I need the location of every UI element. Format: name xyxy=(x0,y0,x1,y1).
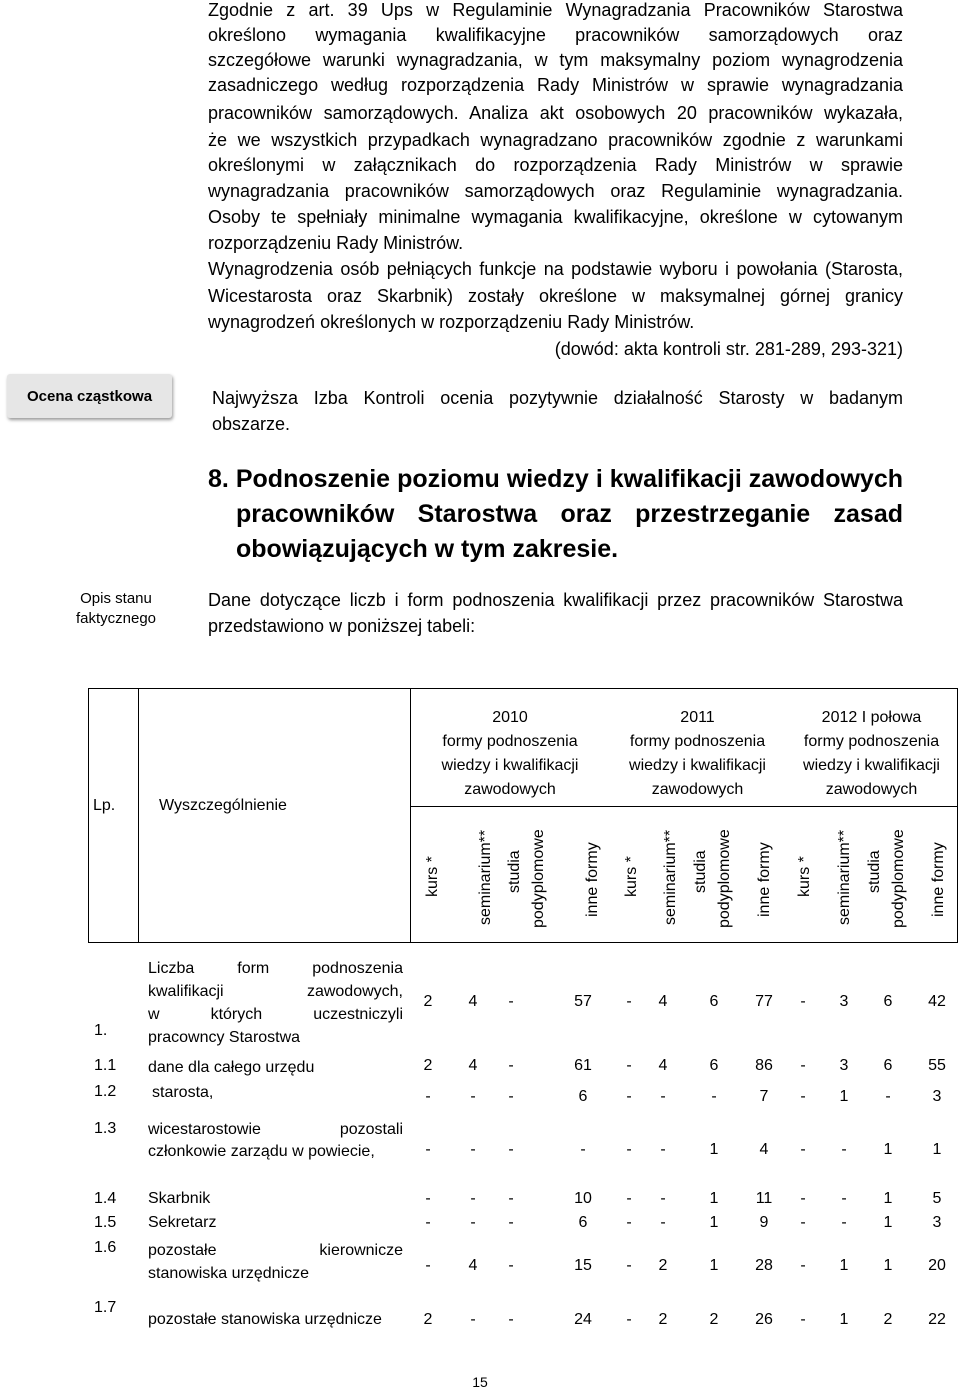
table-cell: - xyxy=(841,1190,847,1207)
text-line: rozporządzeniu Rady Ministrów. xyxy=(208,233,464,253)
forms-label: zawodowych xyxy=(825,781,918,798)
table-cell: - xyxy=(660,1190,666,1207)
text-line: określonymi w załącznikach do rozporządzenia Rady Ministrów w sprawie xyxy=(208,155,903,175)
table-cell: 15 xyxy=(574,1257,592,1274)
table-cell: 86 xyxy=(755,1057,773,1074)
heading-line: 8. Podnoszenie poziomu wiedzy i kwalifikacji zawodowych xyxy=(208,465,903,493)
table-cell: 6 xyxy=(709,1057,719,1074)
row-desc: pozostałe stanowiska urzędnicze xyxy=(148,1311,382,1328)
table-cell: 1 xyxy=(839,1311,849,1328)
forms-label: zawodowych xyxy=(651,781,744,798)
intro-text: przedstawiono w poniższej tabeli: xyxy=(208,616,476,636)
table-cell: - xyxy=(508,1088,514,1105)
table-cell: - xyxy=(711,1088,717,1105)
desc-line: Liczba form podnoszenia xyxy=(148,960,403,977)
sub-header-studia: studia xyxy=(692,850,709,893)
table-cell: - xyxy=(470,1214,476,1231)
table-cell: 57 xyxy=(574,993,592,1010)
row-lp: 1.6 xyxy=(94,1239,117,1256)
table-cell: - xyxy=(626,1214,632,1231)
text-line: określono wymagania kwalifikacyjne pracowników samorządowych oraz xyxy=(208,25,903,45)
table-cell: - xyxy=(800,993,806,1010)
year-label: 2011 xyxy=(680,709,715,726)
table-cell: - xyxy=(626,1190,632,1207)
table-cell: 4 xyxy=(468,1057,478,1074)
text-line: Osoby te spełniały minimalne wymagania kwalifikacyjne, określone w cytowanym xyxy=(208,207,903,227)
table-cell: 1 xyxy=(883,1214,893,1231)
sub-header-seminarium: seminarium** xyxy=(477,829,494,925)
table-cell: - xyxy=(508,1190,514,1207)
desc-line: członkowie zarządu w powiecie, xyxy=(148,1143,375,1160)
page-number: 15 xyxy=(472,1374,488,1390)
table-cell: 2 xyxy=(658,1257,668,1274)
col-lp-header: Lp. xyxy=(93,797,116,814)
table-cell: 3 xyxy=(839,1057,849,1074)
text-line: Wicestarosta oraz Skarbnik) zostały określone w maksymalnej górnej granicy xyxy=(208,286,903,306)
sub-header-kurs: kurs * xyxy=(424,856,441,897)
table-cell: 61 xyxy=(574,1057,592,1074)
table-cell: - xyxy=(425,1257,431,1274)
table-cell: 28 xyxy=(755,1257,773,1274)
forms-label: formy podnoszenia xyxy=(442,733,578,750)
sub-header-inne: inne formy xyxy=(756,842,773,917)
row-lp: 1.5 xyxy=(94,1214,117,1231)
forms-label: wiedzy i kwalifikacji xyxy=(803,757,940,774)
desc-line: stanowiska urzędnicze xyxy=(148,1265,309,1282)
table-cell: - xyxy=(841,1141,847,1158)
table-cell: - xyxy=(660,1214,666,1231)
table-cell: 4 xyxy=(468,993,478,1010)
table-cell: 1 xyxy=(883,1190,893,1207)
table-cell: - xyxy=(425,1214,431,1231)
table-cell: - xyxy=(800,1257,806,1274)
table-cell: 2 xyxy=(423,993,433,1010)
table-cell: - xyxy=(626,1141,632,1158)
sub-header-studia: studia xyxy=(506,850,523,893)
table-cell: 9 xyxy=(759,1214,769,1231)
intro-text: Dane dotyczące liczb i form podnoszenia kwalifikacji przez pracowników Starostwa xyxy=(208,590,903,610)
table-cell: 1 xyxy=(709,1190,719,1207)
text-line: że we wszystkich przypadkach wynagradzano pracowników zgodnie z warunkami xyxy=(208,130,903,150)
ocena-text: Najwyższa Izba Kontroli ocenia pozytywnie działalność Starosty w badanym xyxy=(212,388,903,408)
table-cell: 26 xyxy=(755,1311,773,1328)
table-cell: - xyxy=(425,1088,431,1105)
table-cell: - xyxy=(626,1257,632,1274)
forms-label: wiedzy i kwalifikacji xyxy=(629,757,766,774)
desc-line: w których uczestniczyli xyxy=(148,1006,403,1023)
row-desc: Sekretarz xyxy=(148,1214,217,1231)
desc-line: kwalifikacji zawodowych, xyxy=(148,983,403,1000)
sub-header-seminarium: seminarium** xyxy=(662,829,679,925)
table-cell: - xyxy=(800,1141,806,1158)
row-desc: dane dla całego urzędu xyxy=(148,1059,315,1076)
row-lp: 1.4 xyxy=(94,1190,117,1207)
row-lp: 1.1 xyxy=(94,1057,117,1074)
year-header-2010 xyxy=(412,706,608,802)
heading-line: pracowników Starostwa oraz przestrzeganie zasad xyxy=(236,500,903,528)
table-cell: - xyxy=(841,1214,847,1231)
table-cell: - xyxy=(470,1141,476,1158)
ocena-text: obszarze. xyxy=(212,414,291,434)
ocena-czastkowa-label xyxy=(7,374,172,418)
desc-line: pracowncy Starostwa xyxy=(148,1029,301,1046)
opis-label-line: faktycznego xyxy=(75,610,157,627)
table-cell: 1 xyxy=(709,1214,719,1231)
table-cell: - xyxy=(508,993,514,1010)
text-line: wynagrodzeń określonych w rozporządzeniu Rady Ministrów. xyxy=(208,312,695,332)
table-cell: - xyxy=(885,1088,891,1105)
table-cell: 6 xyxy=(883,993,893,1010)
table-cell: 5 xyxy=(932,1190,942,1207)
table-cell: - xyxy=(470,1311,476,1328)
table-cell: 22 xyxy=(928,1311,946,1328)
year-header-2011 xyxy=(600,706,795,802)
table-cell: - xyxy=(800,1057,806,1074)
section-heading xyxy=(208,462,903,567)
table-cell: 6 xyxy=(709,993,719,1010)
forms-label: wiedzy i kwalifikacji xyxy=(441,757,579,774)
table-cell: - xyxy=(626,993,632,1010)
row-lp: 1. xyxy=(94,1022,108,1039)
text-line: zasadniczego według rozporządzenia Rady Ministrów w sprawie wynagradzania xyxy=(208,75,903,95)
table-cell: - xyxy=(800,1190,806,1207)
text-line: Wynagrodzenia osób pełniących funkcje na podstawie wyboru i powołania (Starosta, xyxy=(208,259,903,279)
table-cell: 1 xyxy=(883,1257,893,1274)
opis-label-line: Opis stanu xyxy=(80,590,152,607)
year-header-2012 xyxy=(786,706,957,802)
evidence-note: (dowód: akta kontroli str. 281-289, 293-321) xyxy=(554,339,903,359)
col-desc-header: Wyszczególnienie xyxy=(159,797,287,814)
table-cell: - xyxy=(800,1311,806,1328)
forms-label: formy podnoszenia xyxy=(629,733,766,750)
table-cell: - xyxy=(470,1088,476,1105)
year-label: 2012 I połowa xyxy=(821,709,922,726)
table-cell: 1 xyxy=(883,1141,893,1158)
table-cell: - xyxy=(470,1190,476,1207)
sub-header-seminarium: seminarium** xyxy=(836,829,853,925)
table-cell: - xyxy=(580,1141,586,1158)
table-cell: 20 xyxy=(928,1257,946,1274)
sub-header-kurs: kurs * xyxy=(623,856,640,897)
table-cell: - xyxy=(626,1311,632,1328)
table-cell: 6 xyxy=(578,1214,588,1231)
table-cell: 7 xyxy=(759,1088,769,1105)
desc-line: pozostałe kierownicze xyxy=(148,1242,403,1259)
table-cell: - xyxy=(425,1141,431,1158)
table-cell: - xyxy=(800,1214,806,1231)
sub-header-inne: inne formy xyxy=(584,842,601,917)
table-cell: 1 xyxy=(709,1257,719,1274)
sub-header-inne: inne formy xyxy=(930,842,947,917)
table-cell: 6 xyxy=(883,1057,893,1074)
table-cell: 55 xyxy=(928,1057,946,1074)
forms-label: formy podnoszenia xyxy=(803,733,940,750)
desc-line: wicestarostowie pozostali xyxy=(148,1121,403,1138)
table-cell: - xyxy=(626,1057,632,1074)
table-cell: 4 xyxy=(759,1141,769,1158)
table-cell: 11 xyxy=(755,1190,773,1207)
table-cell: - xyxy=(508,1214,514,1231)
table-cell: - xyxy=(508,1257,514,1274)
table-cell: 2 xyxy=(423,1311,433,1328)
table-cell: 1 xyxy=(932,1141,942,1158)
table-cell: 3 xyxy=(932,1214,942,1231)
table-cell: - xyxy=(508,1141,514,1158)
table-cell: 6 xyxy=(578,1088,588,1105)
text-line: wynagradzania pracowników samorządowych oraz Regulaminie wynagradzania. xyxy=(208,181,903,201)
ocena-label-text: Ocena cząstkowa xyxy=(26,387,153,405)
table-cell: 1 xyxy=(839,1088,849,1105)
table-cell: - xyxy=(660,1141,666,1158)
text-line: Zgodnie z art. 39 Ups w Regulaminie Wynagradzania Pracowników Starostwa xyxy=(208,0,903,20)
table-cell: 1 xyxy=(709,1141,719,1158)
text-line: szczegółowe warunki wynagradzania, w tym maksymalny poziom wynagrodzenia xyxy=(208,50,903,70)
opis-stanu-label xyxy=(60,589,172,629)
table-cell: 4 xyxy=(658,1057,668,1074)
row-lp: 1.2 xyxy=(94,1083,117,1100)
table-cell: 3 xyxy=(932,1088,942,1105)
row-lp: 1.7 xyxy=(94,1299,117,1316)
table-cell: 3 xyxy=(839,993,849,1010)
table-cell: - xyxy=(508,1057,514,1074)
table-cell: 10 xyxy=(574,1190,592,1207)
heading-line: obowiązujących w tym zakresie. xyxy=(236,535,619,563)
sub-header-kurs: kurs * xyxy=(796,856,813,897)
table-cell: - xyxy=(425,1190,431,1207)
row-desc: starosta, xyxy=(152,1084,214,1101)
table-cell: 4 xyxy=(658,993,668,1010)
table-cell: 2 xyxy=(709,1311,719,1328)
table-cell: 2 xyxy=(658,1311,668,1328)
row-desc: Skarbnik xyxy=(148,1190,211,1207)
sub-header-podyplomowe: podyplomowe xyxy=(890,829,907,928)
row-desc xyxy=(148,1239,403,1285)
row-lp: 1.3 xyxy=(94,1120,117,1137)
forms-label: zawodowych xyxy=(464,781,556,798)
table-cell: 24 xyxy=(574,1311,592,1328)
sub-header-studia: studia xyxy=(866,850,883,893)
table-cell: - xyxy=(660,1088,666,1105)
table-cell: - xyxy=(626,1088,632,1105)
table-cell: 77 xyxy=(755,993,773,1010)
row-desc xyxy=(148,1119,403,1163)
table-cell: 2 xyxy=(423,1057,433,1074)
table-cell: 4 xyxy=(468,1257,478,1274)
sub-header-podyplomowe: podyplomowe xyxy=(530,829,547,928)
table-cell: 2 xyxy=(883,1311,893,1328)
row-desc xyxy=(148,957,403,1049)
sub-header-podyplomowe: podyplomowe xyxy=(716,829,733,928)
table-cell: - xyxy=(508,1311,514,1328)
table-cell: 1 xyxy=(839,1257,849,1274)
text-line: pracowników samorządowych. Analiza akt osobowych 20 pracowników wykazała, xyxy=(208,103,903,123)
year-label: 2010 xyxy=(492,709,528,726)
table-cell: - xyxy=(800,1088,806,1105)
table-cell: 42 xyxy=(928,993,946,1010)
